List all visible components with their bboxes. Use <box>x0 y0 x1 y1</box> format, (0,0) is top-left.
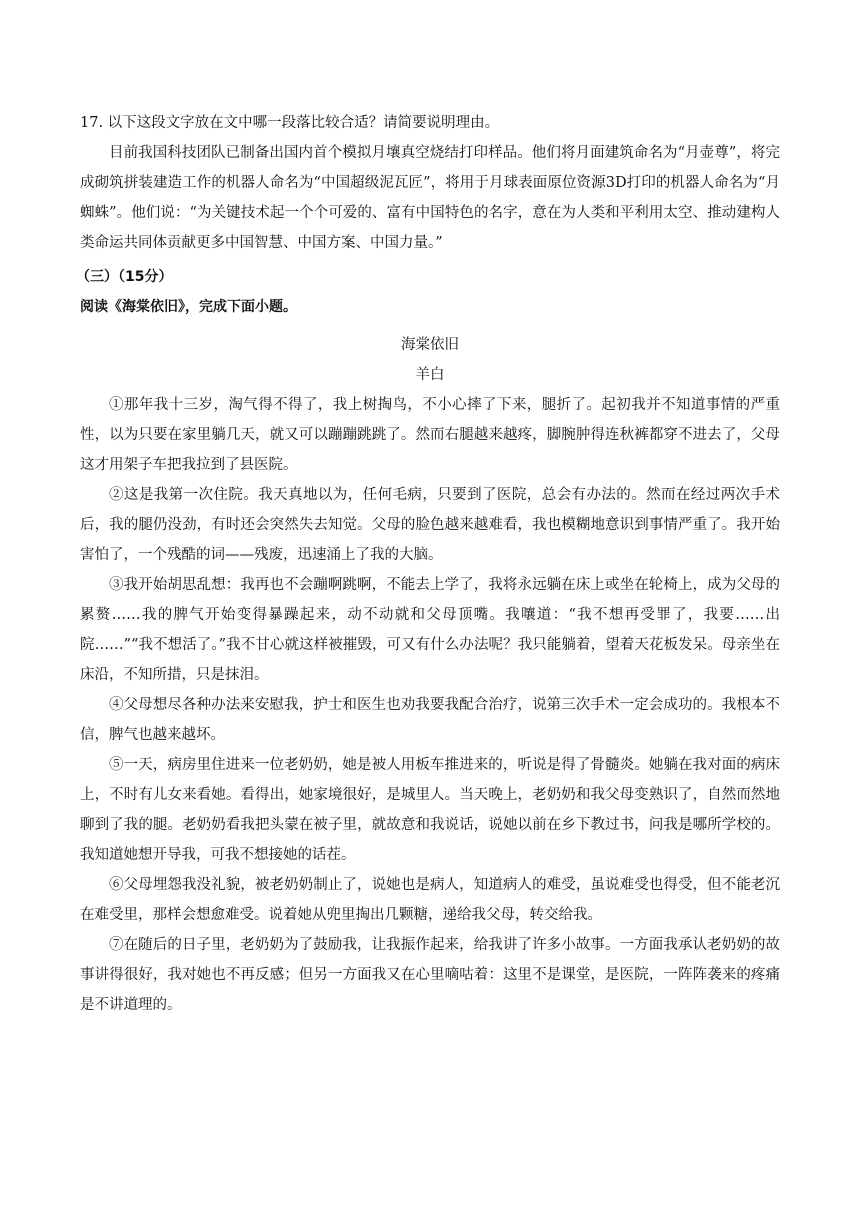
article-paragraph-4: ④父母想尽各种办法来安慰我，护士和医生也劝我要我配合治疗，说第三次手术一定会成功的。我根本不信，脾气也越来越坏。 <box>80 697 780 743</box>
document-page <box>76 108 780 1020</box>
section-label: （三）（15分） <box>76 269 173 285</box>
article-paragraph-1: ①那年我十三岁，淘气得不得了，我上树掏鸟，不小心摔了下来，腿折了。起初我并不知道事情的严重性，以为只要在家里躺几天，就又可以蹦蹦跳跳了。然而右腿越来越疼，脚腕肿得连秋裤都穿不进去了，父母这才用架子车把我拉到了县医院。 <box>80 397 780 473</box>
article-paragraph-3: ③我开始胡思乱想：我再也不会蹦啊跳啊，不能去上学了，我将永远躺在床上或坐在轮椅上，成为父母的累赘……我的脾气开始变得暴躁起来，动不动就和父母顶嘴。我嚷道：“我不想再受罪了，我要……出院……”“我不想活了。”我不甘心就这样被摧毁，可又有什么办法呢？我只能躺着，望着天花板发呆。母亲坐在床沿，不知所措，只是抹泪。 <box>80 577 780 683</box>
question-17-passage: 目前我国科技团队已制备出国内首个模拟月壤真空烧结打印样品。他们将月面建筑命名为“月壶尊”，将完成砌筑拼装建造工作的机器人命名为“中国超级泥瓦匠”，将用于月球表面原位资源3D打印的机器人命名为“月蜘蛛”。他们说：“为关键技术起一个个可爱的、富有中国特色的名字，意在为人类和平利用太空、推动建构人类命运共同体贡献更多中国智慧、中国方案、中国力量。” <box>80 145 780 251</box>
section-instruction: 阅读《海棠依旧》，完成下面小题。 <box>80 299 297 315</box>
article-paragraph-5: ⑤一天，病房里住进来一位老奶奶，她是被人用板车推进来的，听说是得了骨髓炎。她躺在我对面的病床上，不时有儿女来看她。看得出，她家境很好，是城里人。当天晚上，老奶奶和我父母变熟识了，自然而然地聊到了我的腿。老奶奶看我把头蒙在被子里，就故意和我说话，说她以前在乡下教过书，问我是哪所学校的。我知道她想开导我，可我不想接她的话茬。 <box>80 757 780 863</box>
article-paragraph-2: ②这是我第一次住院。我天真地以为，任何毛病，只要到了医院，总会有办法的。然而在经过两次手术后，我的腿仍没劲，有时还会突然失去知觉。父母的脸色越来越难看，我也模糊地意识到事情严重了。我开始害怕了，一个残酷的词——残废，迅速涌上了我的大脑。 <box>80 487 780 563</box>
article-paragraph-7: ⑦在随后的日子里，老奶奶为了鼓励我，让我振作起来，给我讲了许多小故事。一方面我承认老奶奶的故事讲得很好，我对她也不再反感；但另一方面我又在心里嘀咕着：这里不是课堂，是医院，一阵阵袭来的疼痛是不讲道理的。 <box>80 937 780 1013</box>
question-17-prompt: 17. 以下这段文字放在文中哪一段落比较合适？请简要说明理由。 <box>80 115 500 131</box>
article-title: 海棠依旧 <box>401 337 459 353</box>
article-author: 羊白 <box>415 367 445 383</box>
article-paragraph-6: ⑥父母埋怨我没礼貌，被老奶奶制止了，说她也是病人，知道病人的难受，虽说难受也得受，但不能老沉在难受里，那样会想愈难受。说着她从兜里掏出几颗糖，递给我父母，转交给我。 <box>80 877 780 923</box>
